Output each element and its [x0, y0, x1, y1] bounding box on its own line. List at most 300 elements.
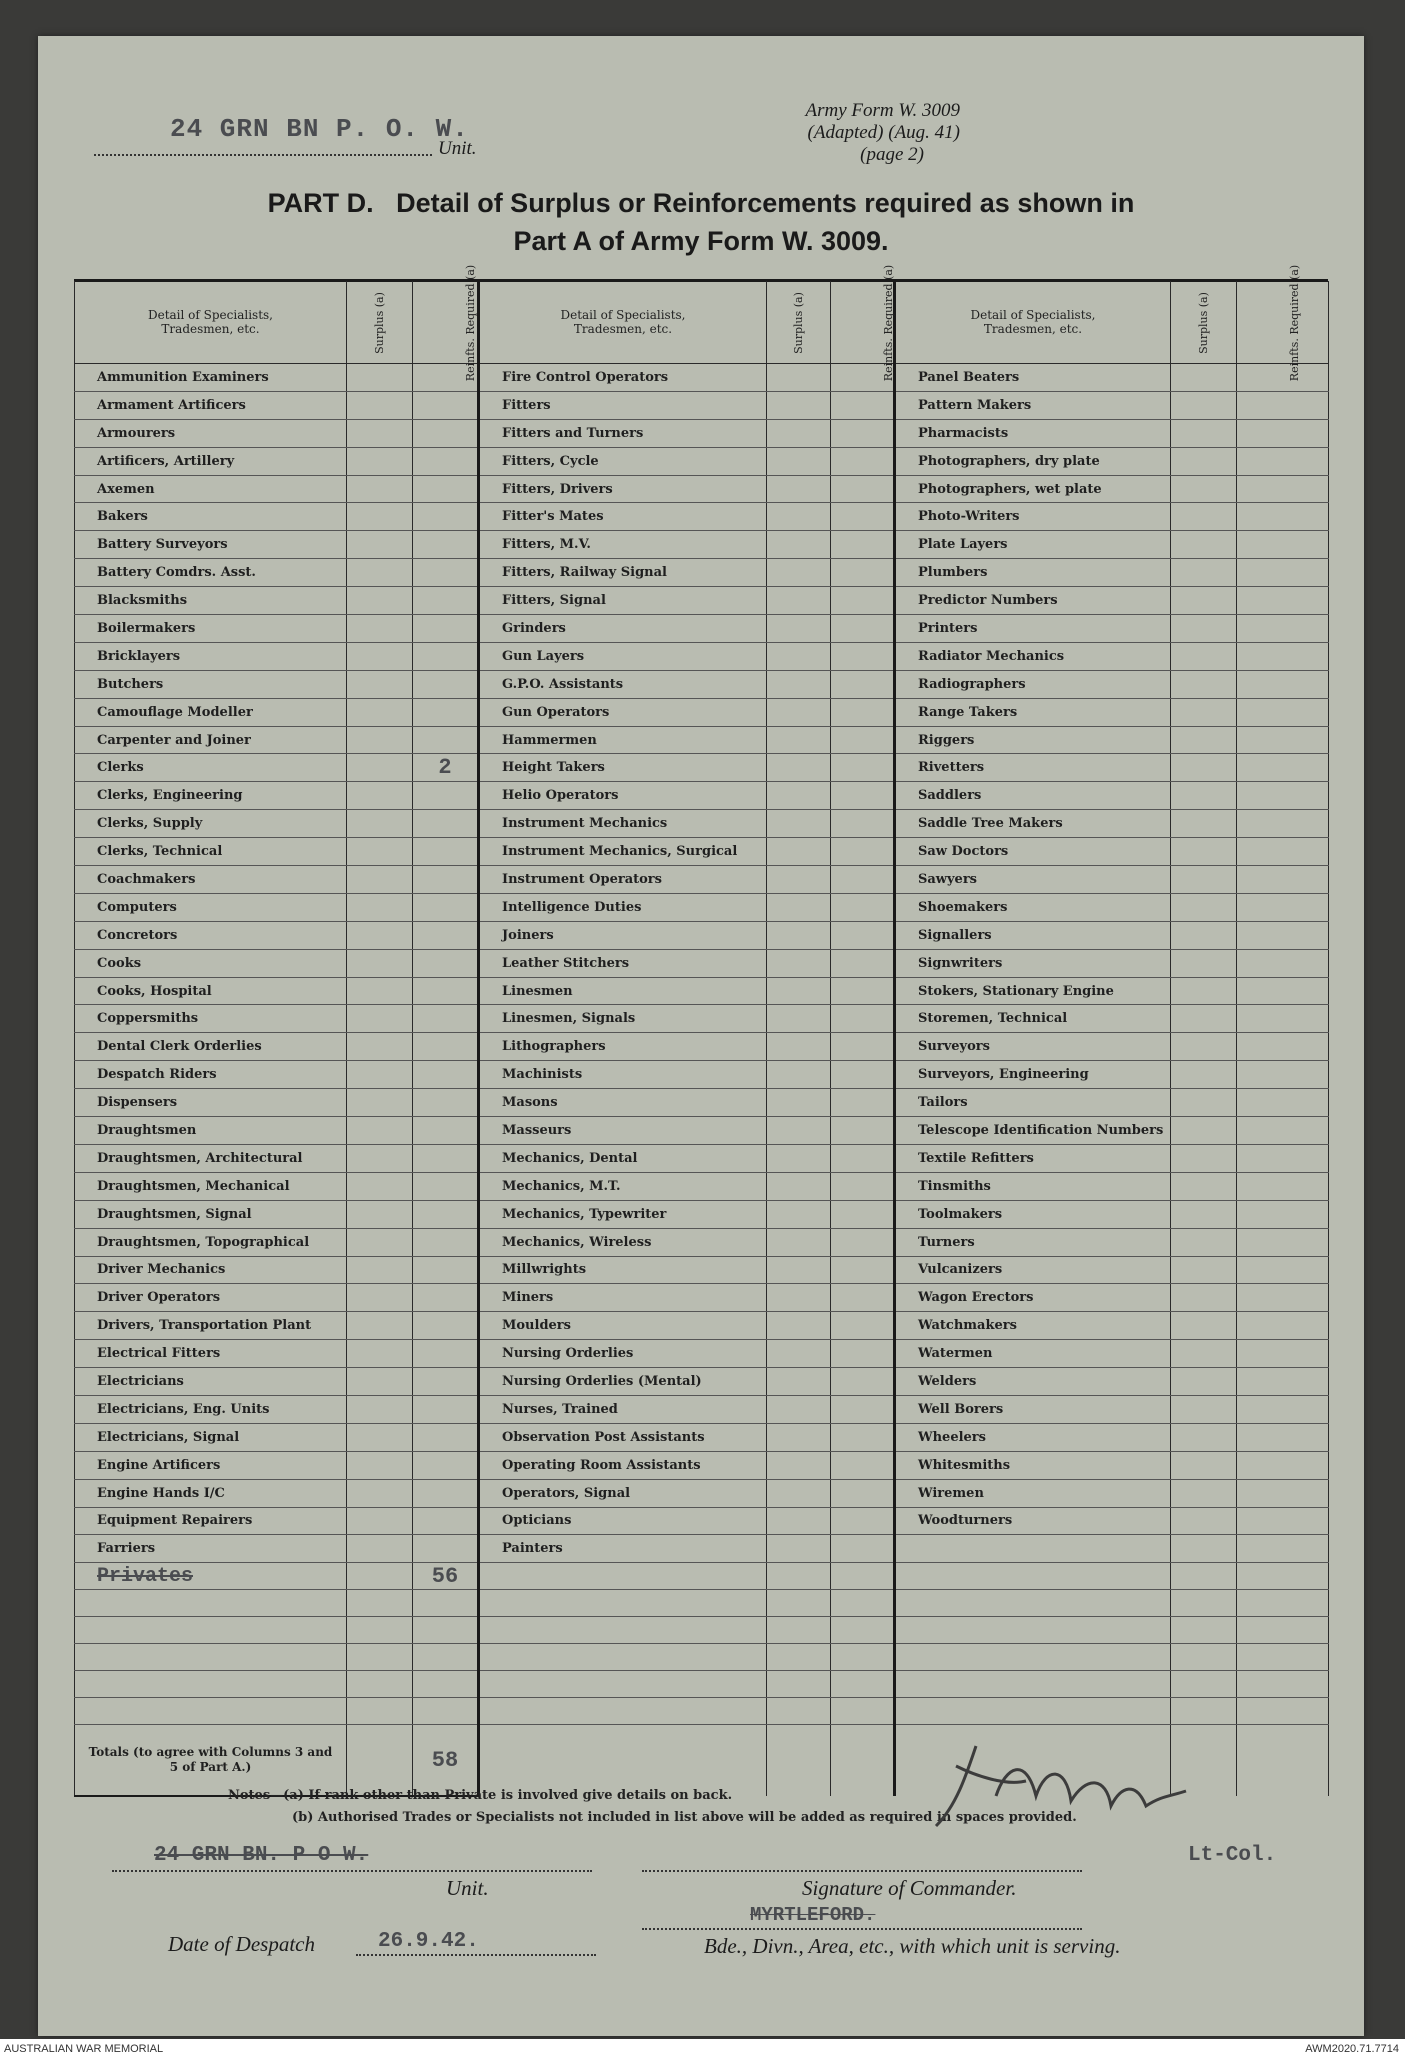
surplus-cell: [1171, 838, 1237, 866]
trade-name: Ammunition Examiners: [75, 364, 347, 392]
surplus-cell: [767, 1033, 831, 1061]
empty-cell: [831, 1698, 895, 1725]
reinfts-cell: [1237, 1479, 1329, 1507]
trade-name: Textile Refitters: [895, 1144, 1171, 1172]
table-row: [75, 587, 1329, 615]
surplus-cell: [767, 1061, 831, 1089]
totals-reinfts: 58: [413, 1725, 479, 1797]
reinfts-cell: [1237, 1033, 1329, 1061]
surplus-cell: [347, 698, 413, 726]
trade-name: Artificers, Artillery: [75, 447, 347, 475]
trade-name: Painters: [479, 1535, 767, 1563]
header-detail-3: Detail of Specialists, Tradesmen, etc.: [895, 281, 1171, 364]
header-detail-1: Detail of Specialists, Tradesmen, etc.: [75, 281, 347, 364]
empty-cell: [413, 1590, 479, 1617]
surplus-cell: [347, 1200, 413, 1228]
archive-id: AWM2020.71.7714: [1305, 2043, 1399, 2055]
trade-name: Camouflage Modeller: [75, 698, 347, 726]
surplus-cell: [347, 1117, 413, 1145]
reinfts-cell: [1237, 419, 1329, 447]
surplus-cell: [347, 475, 413, 503]
surplus-cell: [1171, 391, 1237, 419]
trade-name: Pharmacists: [895, 419, 1171, 447]
trade-name: Engine Hands I/C: [75, 1479, 347, 1507]
trade-name: Signwriters: [895, 949, 1171, 977]
empty-cell: [767, 1617, 831, 1644]
surplus-cell: [347, 531, 413, 559]
reinfts-cell: [413, 1535, 479, 1563]
reinfts-cell: [413, 1284, 479, 1312]
reinfts-cell: [413, 1256, 479, 1284]
surplus-cell: [1171, 810, 1237, 838]
surplus-cell: [347, 866, 413, 894]
surplus-cell: [347, 670, 413, 698]
surplus-cell: [767, 419, 831, 447]
surplus-cell: [347, 1061, 413, 1089]
surplus-cell: [1171, 615, 1237, 643]
surplus-cell: [767, 782, 831, 810]
footer-unit-typed: 24 GRN BN. P O W.: [154, 1844, 369, 1867]
reinfts-cell: [1237, 1451, 1329, 1479]
surplus-cell: [767, 949, 831, 977]
surplus-cell: [1171, 893, 1237, 921]
reinfts-cell: [413, 670, 479, 698]
surplus-cell: [1171, 1312, 1237, 1340]
reinfts-cell: [413, 921, 479, 949]
surplus-cell: [767, 866, 831, 894]
form-ref-line2: (Adapted) (Aug. 41): [807, 122, 960, 143]
trade-name: Electricians, Eng. Units: [75, 1395, 347, 1423]
reinfts-cell: [831, 447, 895, 475]
reinfts-cell: [1237, 1368, 1329, 1396]
reinfts-cell: [1237, 754, 1329, 782]
trade-name: Drivers, Transportation Plant: [75, 1312, 347, 1340]
trade-name: Signallers: [895, 921, 1171, 949]
trade-name: Leather Stitchers: [479, 949, 767, 977]
trade-name: Toolmakers: [895, 1200, 1171, 1228]
table-row: [75, 1340, 1329, 1368]
table-row: [75, 670, 1329, 698]
empty-cell: [1237, 1644, 1329, 1671]
reinfts-cell: [831, 1368, 895, 1396]
table-row: [75, 559, 1329, 587]
header-reinfts-1: Reinfts. Required (a): [413, 281, 479, 364]
surplus-cell: [767, 1340, 831, 1368]
table-row: [75, 838, 1329, 866]
reinfts-cell: [413, 1005, 479, 1033]
reinfts-cell: [831, 531, 895, 559]
reinfts-cell: [1237, 1117, 1329, 1145]
trade-name: Sawyers: [895, 866, 1171, 894]
surplus-cell: [1171, 447, 1237, 475]
surplus-cell: [347, 1507, 413, 1535]
table-row: [75, 866, 1329, 894]
surplus-cell: [767, 1256, 831, 1284]
reinfts-cell: [831, 1089, 895, 1117]
trade-name: Telescope Identification Numbers: [895, 1117, 1171, 1145]
trade-name: Whitesmiths: [895, 1451, 1171, 1479]
empty-cell: [767, 1644, 831, 1671]
reinfts-cell: [1237, 503, 1329, 531]
trade-name: Carpenter and Joiner: [75, 726, 347, 754]
trade-name: Butchers: [75, 670, 347, 698]
surplus-cell: [347, 977, 413, 1005]
empty-cell: [1171, 1644, 1237, 1671]
surplus-cell: [1171, 364, 1237, 392]
surplus-cell: [1171, 1144, 1237, 1172]
reinfts-cell: [413, 1033, 479, 1061]
header-surplus-1: Surplus (a): [347, 281, 413, 364]
reinfts-cell: [1237, 977, 1329, 1005]
trade-name: Coppersmiths: [75, 1005, 347, 1033]
empty-cell: [479, 1644, 767, 1671]
table-row: [75, 1395, 1329, 1423]
reinfts-cell: [1237, 1423, 1329, 1451]
reinfts-cell: 2: [413, 754, 479, 782]
reinfts-cell: [831, 977, 895, 1005]
reinfts-cell: [831, 615, 895, 643]
empty-cell: [479, 1590, 767, 1617]
surplus-cell: [767, 1172, 831, 1200]
reinfts-cell: [831, 391, 895, 419]
empty-cell: [895, 1563, 1171, 1590]
surplus-cell: [1171, 642, 1237, 670]
surplus-cell: [347, 1284, 413, 1312]
reinfts-cell: [831, 1144, 895, 1172]
surplus-cell: [767, 615, 831, 643]
reinfts-cell: [413, 1368, 479, 1396]
trade-name: Concretors: [75, 921, 347, 949]
empty-cell: [479, 1698, 767, 1725]
reinfts-cell: [831, 1061, 895, 1089]
reinfts-cell: [413, 1144, 479, 1172]
reinfts-cell: [413, 1312, 479, 1340]
table-row: [75, 1117, 1329, 1145]
reinfts-cell: [831, 475, 895, 503]
empty-cell: [479, 1725, 767, 1797]
trade-name: Tailors: [895, 1089, 1171, 1117]
surplus-cell: [347, 1256, 413, 1284]
trade-name: Nursing Orderlies (Mental): [479, 1368, 767, 1396]
reinfts-cell: [1237, 475, 1329, 503]
reinfts-cell: [831, 670, 895, 698]
reinfts-cell: [1237, 531, 1329, 559]
reinfts-cell: [831, 1451, 895, 1479]
surplus-cell: [1171, 698, 1237, 726]
empty-cell: [831, 1725, 895, 1797]
trade-name: Fitters, M.V.: [479, 531, 767, 559]
surplus-cell: [1171, 419, 1237, 447]
empty-cell: [831, 1671, 895, 1698]
surplus-cell: [767, 559, 831, 587]
surplus-cell: [767, 726, 831, 754]
surplus-cell: [347, 921, 413, 949]
empty-cell: [831, 1617, 895, 1644]
surplus-cell: [767, 1005, 831, 1033]
trade-name: Fitter's Mates: [479, 503, 767, 531]
reinfts-cell: [1237, 447, 1329, 475]
date-line: [356, 1954, 596, 1956]
reinfts-cell: [1237, 1144, 1329, 1172]
surplus-cell: [767, 1507, 831, 1535]
reinfts-cell: [1237, 893, 1329, 921]
reinfts-cell: [1237, 866, 1329, 894]
trade-name: Clerks, Engineering: [75, 782, 347, 810]
unit-dotted-line: [94, 154, 432, 156]
trade-name: Draughtsmen: [75, 1117, 347, 1145]
table-row: [75, 1535, 1329, 1563]
trade-name: Welders: [895, 1368, 1171, 1396]
table-row: [75, 810, 1329, 838]
trade-name: Fitters, Signal: [479, 587, 767, 615]
form-paper: [38, 36, 1364, 2036]
surplus-cell: [347, 1479, 413, 1507]
empty-cell: [1237, 1698, 1329, 1725]
surplus-cell: [767, 754, 831, 782]
surplus-cell: [347, 419, 413, 447]
surplus-cell: [1171, 1005, 1237, 1033]
reinfts-cell: [831, 949, 895, 977]
table-row: [75, 1479, 1329, 1507]
empty-cell: [1171, 1563, 1237, 1590]
header-surplus-3: Surplus (a): [1171, 281, 1237, 364]
surplus-cell: [1171, 531, 1237, 559]
trade-name: Nurses, Trained: [479, 1395, 767, 1423]
empty-cell: [895, 1644, 1171, 1671]
surplus-cell: [767, 1089, 831, 1117]
trade-name: Moulders: [479, 1312, 767, 1340]
reinfts-cell: [413, 419, 479, 447]
reinfts-cell: [1237, 949, 1329, 977]
trade-name: Lithographers: [479, 1033, 767, 1061]
trade-name: Linesmen, Signals: [479, 1005, 767, 1033]
surplus-cell: [767, 364, 831, 392]
trade-name: Blacksmiths: [75, 587, 347, 615]
reinfts-cell: [1237, 921, 1329, 949]
table-row: [75, 977, 1329, 1005]
reinfts-cell: [831, 1228, 895, 1256]
empty-cell: [767, 1698, 831, 1725]
empty-cell: [831, 1644, 895, 1671]
trade-name: Surveyors: [895, 1033, 1171, 1061]
surplus-cell: [767, 531, 831, 559]
trade-name: Saddle Tree Makers: [895, 810, 1171, 838]
surplus-cell: [1171, 1200, 1237, 1228]
header-surplus-2: Surplus (a): [767, 281, 831, 364]
trade-name: G.P.O. Assistants: [479, 670, 767, 698]
date-value: 26.9.42.: [378, 1930, 479, 1953]
trade-name: Woodturners: [895, 1507, 1171, 1535]
trade-name: Fitters and Turners: [479, 419, 767, 447]
surplus-cell: [1171, 1061, 1237, 1089]
surplus-cell: [347, 1725, 413, 1797]
empty-cell: [413, 1617, 479, 1644]
trade-name: Masons: [479, 1089, 767, 1117]
surplus-cell: [347, 1563, 413, 1590]
reinfts-cell: [1237, 782, 1329, 810]
trade-name: Driver Mechanics: [75, 1256, 347, 1284]
surplus-cell: [347, 1395, 413, 1423]
trade-name: Machinists: [479, 1061, 767, 1089]
trade-name: Surveyors, Engineering: [895, 1061, 1171, 1089]
signature-line: [642, 1870, 1082, 1872]
empty-cell: [1237, 1563, 1329, 1590]
reinfts-cell: [413, 726, 479, 754]
surplus-cell: [767, 391, 831, 419]
trade-name: Electrical Fitters: [75, 1340, 347, 1368]
surplus-cell: [767, 838, 831, 866]
surplus-cell: [347, 1368, 413, 1396]
surplus-cell: [767, 475, 831, 503]
surplus-cell: [347, 1144, 413, 1172]
reinfts-cell: [1237, 1312, 1329, 1340]
note-a: Notes—(a) If rank other than Private is involved give details on back.: [228, 1788, 733, 1803]
empty-cell: [347, 1590, 413, 1617]
table-row: [75, 1368, 1329, 1396]
trade-name: Pattern Makers: [895, 391, 1171, 419]
date-label: Date of Despatch: [168, 1932, 315, 1956]
trade-name: Mechanics, Dental: [479, 1144, 767, 1172]
reinfts-cell: [1237, 1005, 1329, 1033]
trade-name: Operating Room Assistants: [479, 1451, 767, 1479]
reinfts-cell: [1237, 698, 1329, 726]
empty-cell: [479, 1563, 767, 1590]
surplus-cell: [1171, 1368, 1237, 1396]
reinfts-cell: [1237, 1172, 1329, 1200]
surplus-cell: [1171, 1395, 1237, 1423]
trade-name: Photo-Writers: [895, 503, 1171, 531]
trade-name: Radiographers: [895, 670, 1171, 698]
table-row: [75, 1284, 1329, 1312]
surplus-cell: [1171, 1172, 1237, 1200]
empty-cell: [1171, 1671, 1237, 1698]
empty-cell: [413, 1698, 479, 1725]
reinfts-cell: [1237, 726, 1329, 754]
table-row: [75, 1507, 1329, 1535]
surplus-cell: [347, 1451, 413, 1479]
header-detail-2: Detail of Specialists, Tradesmen, etc.: [479, 281, 767, 364]
unit-label: Unit.: [438, 138, 477, 159]
trade-name: Equipment Repairers: [75, 1507, 347, 1535]
trade-name: Nursing Orderlies: [479, 1340, 767, 1368]
surplus-cell: [347, 559, 413, 587]
reinfts-cell: [831, 810, 895, 838]
trade-name: Stokers, Stationary Engine: [895, 977, 1171, 1005]
reinfts-cell: [413, 447, 479, 475]
trade-name: Turners: [895, 1228, 1171, 1256]
table-row: [75, 893, 1329, 921]
surplus-cell: [1171, 782, 1237, 810]
table-row: [75, 1172, 1329, 1200]
table-row: [75, 531, 1329, 559]
surplus-cell: [1171, 475, 1237, 503]
reinfts-cell: [1237, 1089, 1329, 1117]
trade-name: Bakers: [75, 503, 347, 531]
surplus-cell: [1171, 1033, 1237, 1061]
trade-name: Storemen, Technical: [895, 1005, 1171, 1033]
empty-cell: [767, 1671, 831, 1698]
trade-name: Intelligence Duties: [479, 893, 767, 921]
reinfts-cell: [1237, 1284, 1329, 1312]
surplus-cell: [347, 754, 413, 782]
trade-name: Clerks: [75, 754, 347, 782]
trade-name: Plumbers: [895, 559, 1171, 587]
reinfts-cell: [1237, 615, 1329, 643]
table-row: [75, 1200, 1329, 1228]
form-title-line1: PART D. Detail of Surplus or Reinforcements required as shown in: [267, 188, 1135, 218]
surplus-cell: [347, 1535, 413, 1563]
commander-rank: Lt-Col.: [1188, 1844, 1277, 1867]
surplus-cell: [767, 587, 831, 615]
reinfts-cell: [831, 419, 895, 447]
reinfts-cell: [831, 503, 895, 531]
trade-name: Height Takers: [479, 754, 767, 782]
trade-name: Riggers: [895, 726, 1171, 754]
surplus-cell: [767, 977, 831, 1005]
reinfts-cell: [831, 1172, 895, 1200]
table-row: [75, 949, 1329, 977]
empty-cell: [479, 1671, 767, 1698]
surplus-cell: [347, 810, 413, 838]
reinfts-cell: [831, 838, 895, 866]
surplus-cell: [767, 1284, 831, 1312]
surplus-cell: [767, 1395, 831, 1423]
footer-unit-label: Unit.: [446, 1876, 489, 1900]
table-header-row: [75, 281, 1329, 364]
empty-cell: [413, 1644, 479, 1671]
empty-cell: [1237, 1617, 1329, 1644]
surplus-cell: [767, 1451, 831, 1479]
reinfts-cell: [413, 866, 479, 894]
surplus-cell: [347, 1005, 413, 1033]
surplus-cell: [767, 1144, 831, 1172]
trade-name: Mechanics, Typewriter: [479, 1200, 767, 1228]
empty-cell: [895, 1671, 1171, 1698]
trade-name: Range Takers: [895, 698, 1171, 726]
reinfts-cell: [1237, 587, 1329, 615]
trade-name: Computers: [75, 893, 347, 921]
header-reinfts-3: Reinfts. Required (a): [1237, 281, 1329, 364]
reinfts-cell: [1237, 1228, 1329, 1256]
table-row: [75, 1089, 1329, 1117]
trade-name: Printers: [895, 615, 1171, 643]
empty-cell: [831, 1563, 895, 1590]
surplus-cell: [1171, 670, 1237, 698]
trade-name: Draughtsmen, Mechanical: [75, 1172, 347, 1200]
reinfts-cell: [413, 531, 479, 559]
trade-name: Mechanics, M.T.: [479, 1172, 767, 1200]
table-row: [75, 1312, 1329, 1340]
empty-cell: [75, 1590, 347, 1617]
trade-name: Photographers, dry plate: [895, 447, 1171, 475]
trade-name: Instrument Mechanics, Surgical: [479, 838, 767, 866]
trade-name: Cooks: [75, 949, 347, 977]
reinfts-cell: [413, 1172, 479, 1200]
area-line: [642, 1928, 1082, 1930]
trade-name: Armourers: [75, 419, 347, 447]
blank-row: [75, 1671, 1329, 1698]
surplus-cell: [767, 698, 831, 726]
surplus-cell: [767, 810, 831, 838]
typed-unit-name: 24 GRN BN P. O. W.: [170, 114, 469, 144]
form-title-line2: Part A of Army Form W. 3009.: [513, 226, 889, 256]
empty-cell: [75, 1617, 347, 1644]
trade-name: Saw Doctors: [895, 838, 1171, 866]
surplus-cell: [347, 949, 413, 977]
reinfts-cell: [831, 698, 895, 726]
trade-name: Fitters, Cycle: [479, 447, 767, 475]
surplus-cell: [1171, 949, 1237, 977]
